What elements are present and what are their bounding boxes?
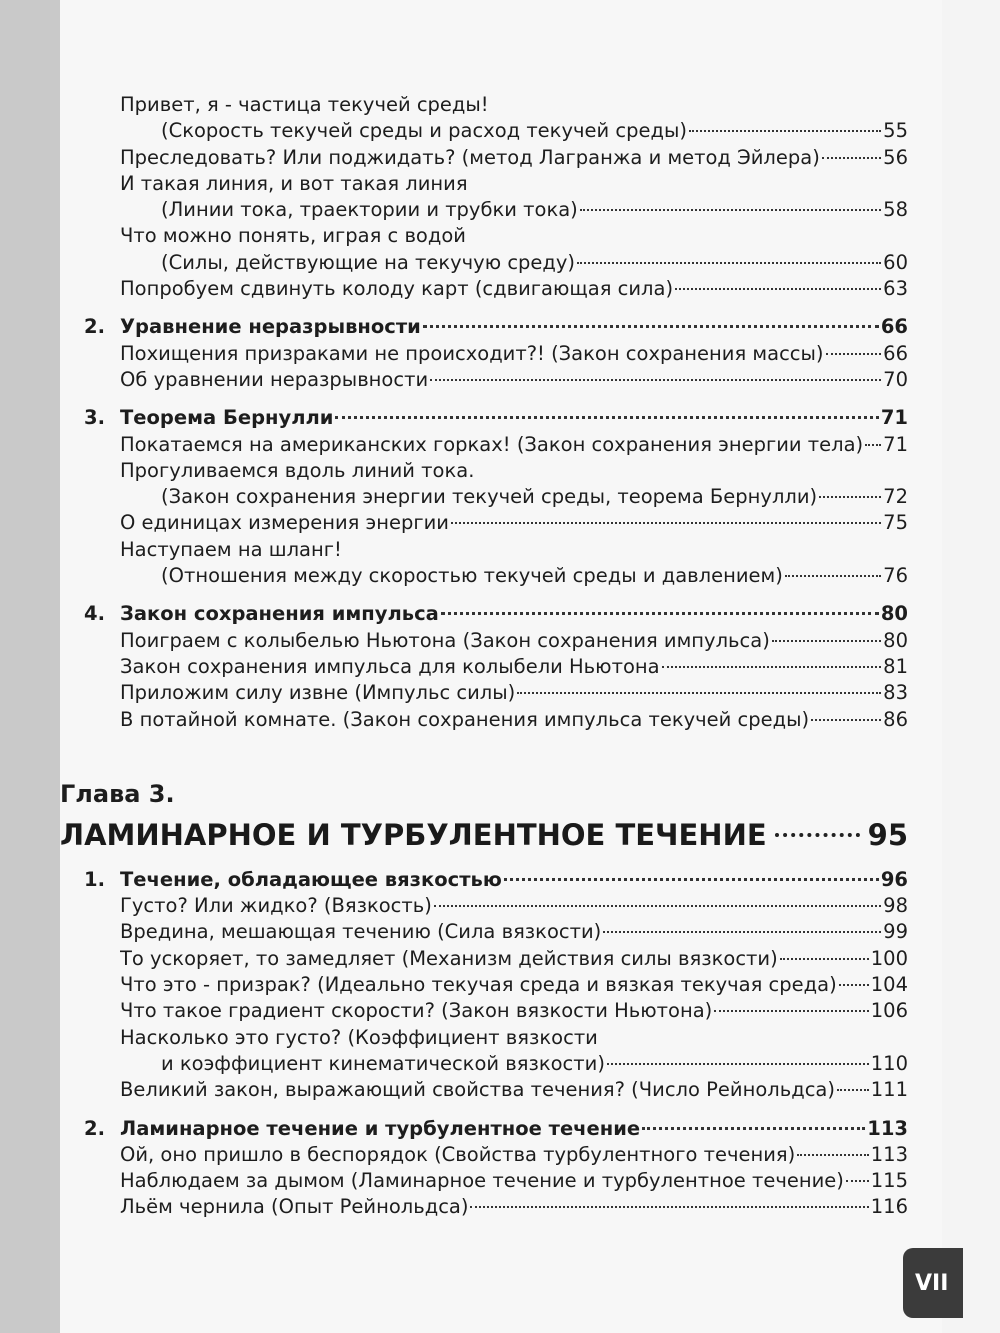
- toc-section-heading: [60, 1116, 908, 1142]
- dot-leader: [675, 288, 881, 290]
- toc-entry: [60, 118, 908, 144]
- chapter-label: Глава 3.: [60, 779, 175, 808]
- toc-entry: [60, 1142, 908, 1168]
- dot-leader: [865, 444, 881, 446]
- dot-leader: [423, 325, 879, 328]
- dot-leader: [441, 612, 879, 615]
- section-number: 2.: [84, 1116, 105, 1140]
- dot-leader: [811, 719, 881, 721]
- toc-page-number: 81: [883, 654, 908, 678]
- dot-leader: [603, 931, 881, 933]
- toc-entry: [60, 707, 908, 733]
- toc-entry-text: Вредина, мешающая течению (Сила вязкости): [120, 920, 602, 944]
- toc-entry-text: Что такое градиент скорости? (Закон вязкости Ньютона): [120, 999, 713, 1023]
- toc-page-number: 95: [867, 817, 908, 852]
- toc-page-number: 80: [883, 628, 908, 652]
- section-title: Закон сохранения импульса: [120, 602, 439, 626]
- toc-entry-text: Великий закон, выражающий свойства течения? (Число Рейнольдса): [120, 1078, 835, 1102]
- chapter-title: ЛАМИНАРНОЕ И ТУРБУЛЕНТНОЕ ТЕЧЕНИЕ: [60, 817, 767, 852]
- dot-leader: [819, 496, 881, 498]
- toc-entry-text: Привет, я - частица текучей среды!: [120, 93, 489, 116]
- toc-page-number: 55: [883, 119, 908, 143]
- toc-section-heading: [60, 405, 908, 431]
- toc-page-number: 80: [880, 602, 908, 626]
- toc-entry-text: Наблюдаем за дымом (Ламинарное течение и турбулентное течение): [120, 1169, 844, 1193]
- dot-leader: [826, 353, 882, 355]
- toc-entry: [60, 223, 908, 249]
- dot-leader: [662, 666, 882, 668]
- toc-page-number: 113: [867, 1116, 908, 1140]
- toc-page-number: 116: [870, 1195, 908, 1219]
- toc-entry: [60, 458, 908, 484]
- dot-leader: [785, 575, 881, 577]
- toc-entry-text: Прогуливаемся вдоль линий тока.: [120, 458, 475, 482]
- dot-leader: [775, 833, 860, 837]
- toc-entry: [60, 250, 908, 276]
- toc-entry-text: Густо? Или жидко? (Вязкость): [120, 894, 432, 918]
- toc-entry: [60, 171, 908, 197]
- dot-leader: [837, 1089, 869, 1091]
- toc-entry-text: и коэффициент кинематической вязкости): [161, 1051, 605, 1075]
- chapter-heading: [60, 815, 908, 855]
- dot-leader: [504, 878, 879, 881]
- toc-page-number: 66: [880, 315, 908, 339]
- dot-leader: [607, 1063, 869, 1065]
- toc-entry: [60, 893, 908, 919]
- right-margin: [942, 0, 1000, 1333]
- dot-leader: [434, 905, 881, 907]
- toc-entry: [60, 1168, 908, 1194]
- toc-entry-text: Похищения призраками не происходит?! (Закон сохранения массы): [120, 341, 824, 365]
- section-number: 4.: [84, 602, 105, 626]
- toc-entry: [60, 1051, 908, 1077]
- dot-leader: [580, 209, 881, 211]
- toc-page-number: 76: [883, 564, 908, 588]
- toc-entry: [60, 998, 908, 1024]
- toc-entry: [60, 680, 908, 706]
- toc-entry: [60, 276, 908, 302]
- dot-leader: [470, 1206, 868, 1208]
- toc-page-number: 58: [883, 198, 908, 222]
- dot-leader: [846, 1180, 869, 1182]
- toc-section-heading: [60, 314, 908, 340]
- toc-entry: [60, 92, 908, 118]
- toc-section-heading: [60, 601, 908, 627]
- toc-entry: [60, 1077, 908, 1103]
- toc-entry-text: О единицах измерения энергии: [120, 511, 449, 535]
- toc-entry: [60, 367, 908, 393]
- toc-page-number: 113: [870, 1142, 908, 1166]
- toc-entry-text: Преследовать? Или поджидать? (метод Лагранжа и метод Эйлера): [120, 145, 820, 169]
- toc-page-number: 96: [880, 867, 908, 891]
- dot-leader: [689, 130, 881, 132]
- toc-entry: [60, 537, 908, 563]
- toc-entry-text: Поиграем с колыбелью Ньютона (Закон сохранения импульса): [120, 628, 770, 652]
- toc-entry: [60, 946, 908, 972]
- page-number-tab: [903, 1248, 963, 1318]
- dot-leader: [772, 640, 881, 642]
- dot-leader: [714, 1010, 868, 1012]
- toc-entry: [60, 432, 908, 458]
- section-number: 2.: [84, 315, 105, 339]
- toc-entry-text: Насколько это густо? (Коэффициент вязкости: [120, 1025, 598, 1049]
- section-number: 1.: [84, 867, 105, 891]
- dot-leader: [517, 692, 881, 694]
- table-of-contents: [60, 92, 908, 1221]
- toc-entry-text: Покатаемся на американских горках! (Закон сохранения энергии тела): [120, 432, 864, 456]
- toc-entry: [60, 484, 908, 510]
- toc-entry-text: Об уравнении неразрывности: [120, 367, 429, 391]
- toc-page-number: 71: [883, 432, 908, 456]
- toc-entry-text: (Закон сохранения энергии текучей среды, теорема Бернулли): [161, 485, 818, 509]
- dot-leader: [839, 984, 869, 986]
- toc-entry-text: Что можно понять, играя с водой: [120, 224, 466, 248]
- toc-entry: [60, 197, 908, 223]
- toc-entry: [60, 563, 908, 589]
- toc-entry: [60, 145, 908, 171]
- toc-page-number: 86: [883, 707, 908, 731]
- toc-entry: [60, 919, 908, 945]
- toc-entry: [60, 628, 908, 654]
- section-title: Теорема Бернулли: [120, 406, 334, 430]
- dot-leader: [577, 262, 881, 264]
- toc-page-number: 72: [883, 485, 908, 509]
- toc-entry-text: Ой, оно пришло в беспорядок (Свойства турбулентного течения): [120, 1142, 796, 1166]
- dot-leader: [430, 379, 881, 381]
- toc-entry: [60, 972, 908, 998]
- section-title: Течение, обладающее вязкостью: [120, 867, 502, 891]
- page-number-label: VII: [915, 1270, 949, 1296]
- toc-page-number: 104: [870, 973, 908, 997]
- toc-entry-text: (Отношения между скоростью текучей среды и давлением): [161, 564, 783, 588]
- toc-page-number: 83: [883, 681, 908, 705]
- dot-leader: [642, 1127, 865, 1130]
- section-title: Уравнение неразрывности: [120, 315, 421, 339]
- toc-page-number: 100: [870, 946, 908, 970]
- toc-entry-text: (Скорость текучей среды и расход текучей среды): [161, 119, 687, 143]
- toc-entry: [60, 654, 908, 680]
- toc-page-number: 115: [870, 1169, 908, 1193]
- dot-leader: [451, 522, 881, 524]
- toc-entry-text: (Силы, действующие на текучую среду): [161, 250, 576, 274]
- toc-page-number: 66: [883, 341, 908, 365]
- dot-leader: [780, 958, 869, 960]
- toc-page-number: 111: [870, 1078, 908, 1102]
- section-title: Ламинарное течение и турбулентное течение: [120, 1116, 641, 1140]
- toc-entry: [60, 510, 908, 536]
- toc-entry-text: Что это - призрак? (Идеально текучая среда и вязкая текучая среда): [120, 973, 837, 997]
- toc-entry-text: Приложим силу извне (Импульс силы): [120, 681, 516, 705]
- dot-leader: [797, 1154, 869, 1156]
- toc-entry-text: (Линии тока, траектории и трубки тока): [161, 198, 578, 222]
- toc-entry-text: Закон сохранения импульса для колыбели Ньютона: [120, 654, 660, 678]
- toc-entry: [60, 341, 908, 367]
- toc-entry-text: Наступаем на шланг!: [120, 537, 342, 561]
- toc-entry-text: Попробуем сдвинуть колоду карт (сдвигающая сила): [120, 277, 674, 301]
- toc-page-number: 75: [883, 511, 908, 535]
- dot-leader: [335, 416, 878, 419]
- toc-entry-text: Льём чернила (Опыт Рейнольдса): [120, 1195, 469, 1219]
- toc-page-number: 56: [883, 145, 908, 169]
- toc-page-number: 110: [870, 1051, 908, 1075]
- toc-page-number: 98: [883, 894, 908, 918]
- toc-entry: [60, 1025, 908, 1051]
- toc-entry: [60, 1194, 908, 1220]
- toc-section-heading: [60, 867, 908, 893]
- toc-entry-text: И такая линия, и вот такая линия: [120, 171, 468, 195]
- toc-page-number: 71: [880, 406, 908, 430]
- toc-page-number: 106: [870, 999, 908, 1023]
- toc-page-number: 63: [883, 277, 908, 301]
- book-page: [60, 0, 942, 1333]
- toc-page-number: 70: [883, 367, 908, 391]
- toc-page-number: 60: [883, 250, 908, 274]
- toc-page-number: 99: [883, 920, 908, 944]
- dot-leader: [822, 157, 881, 159]
- toc-entry-text: В потайной комнате. (Закон сохранения импульса текучей среды): [120, 707, 810, 731]
- toc-entry-text: То ускоряет, то замедляет (Механизм действия силы вязкости): [120, 946, 778, 970]
- left-gutter: [0, 0, 60, 1333]
- section-number: 3.: [84, 406, 105, 430]
